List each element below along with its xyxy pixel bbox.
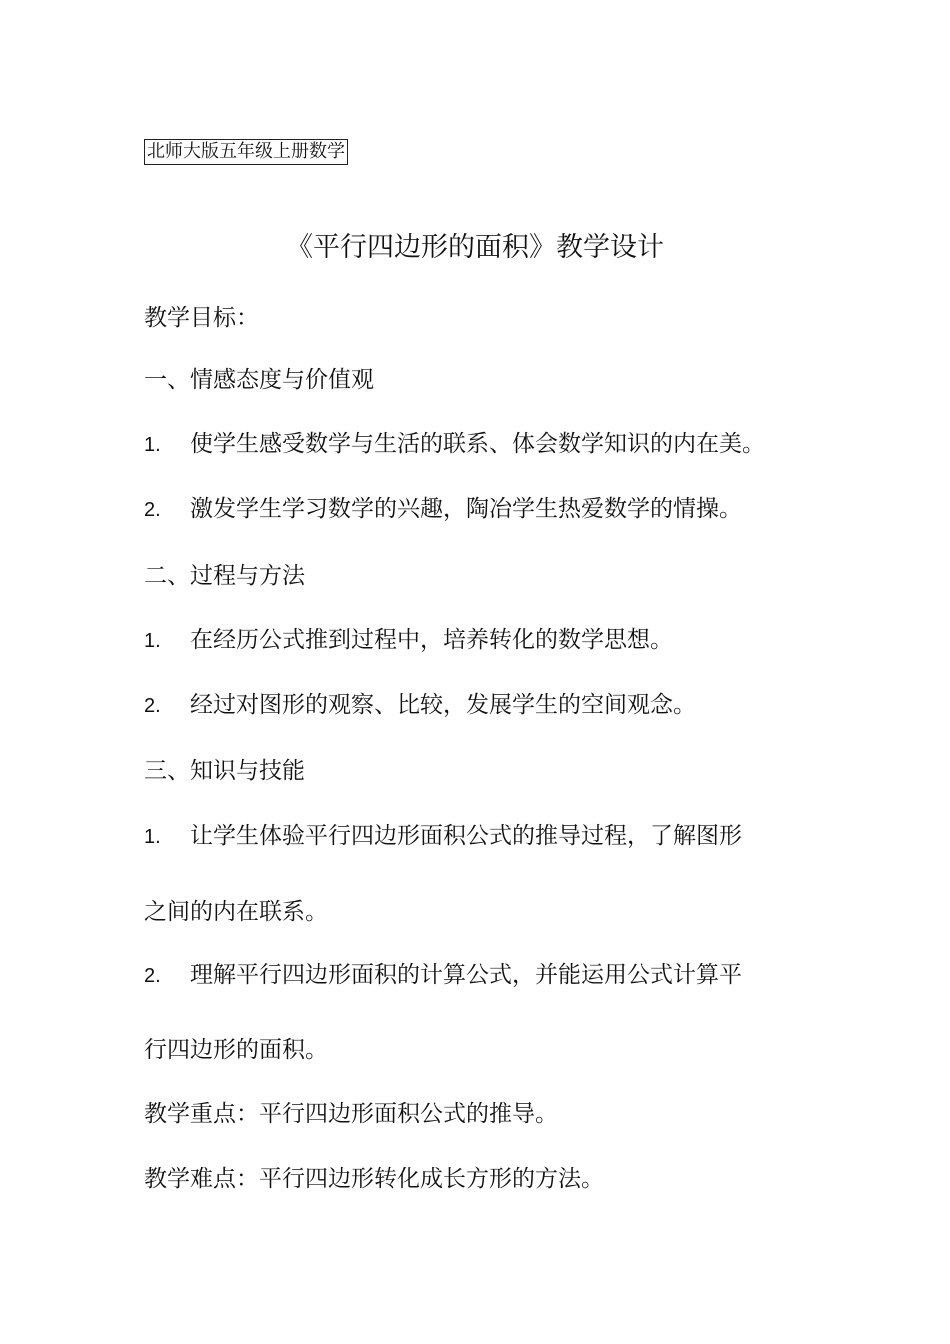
header-tag: 北师大版五年级上册数学 <box>144 139 348 165</box>
list-item <box>144 689 696 722</box>
item-text: 在经历公式推到过程中，培养转化的数学思想。 <box>190 627 673 653</box>
item-text: 使学生感受数学与生活的联系、体会数学知识的内在美。 <box>190 431 765 457</box>
key-point: 教学重点：平行四边形面积公式的推导。 <box>144 1101 558 1127</box>
item-text: 理解平行四边形面积的计算公式，并能运用公式计算平 <box>190 962 742 988</box>
item-text: 让学生体验平行四边形面积公式的推导过程，了解图形 <box>190 823 742 849</box>
objectives-heading: 教学目标： <box>144 305 259 331</box>
item-number: 1. <box>144 630 161 652</box>
section1-heading: 一、情感态度与价值观 <box>144 367 374 393</box>
difficulty: 教学难点：平行四边形转化成长方形的方法。 <box>144 1166 604 1192</box>
item-number: 2. <box>144 965 161 987</box>
section3-heading: 三、知识与技能 <box>144 758 305 784</box>
item-continuation: 之间的内在联系。 <box>144 899 328 925</box>
list-item <box>144 624 673 657</box>
list-item <box>144 820 742 853</box>
document-title: 《平行四边形的面积》教学设计 <box>286 232 664 263</box>
item-number: 1. <box>144 434 161 456</box>
item-text: 经过对图形的观察、比较，发展学生的空间观念。 <box>190 692 696 718</box>
item-text: 激发学生学习数学的兴趣，陶冶学生热爱数学的情操。 <box>190 496 742 522</box>
item-number: 2. <box>144 499 161 521</box>
item-number: 1. <box>144 826 161 848</box>
list-item <box>144 493 742 526</box>
section2-heading: 二、过程与方法 <box>144 563 305 589</box>
item-number: 2. <box>144 695 161 717</box>
list-item <box>144 959 742 992</box>
item-continuation: 行四边形的面积。 <box>144 1037 328 1063</box>
list-item <box>144 428 765 461</box>
